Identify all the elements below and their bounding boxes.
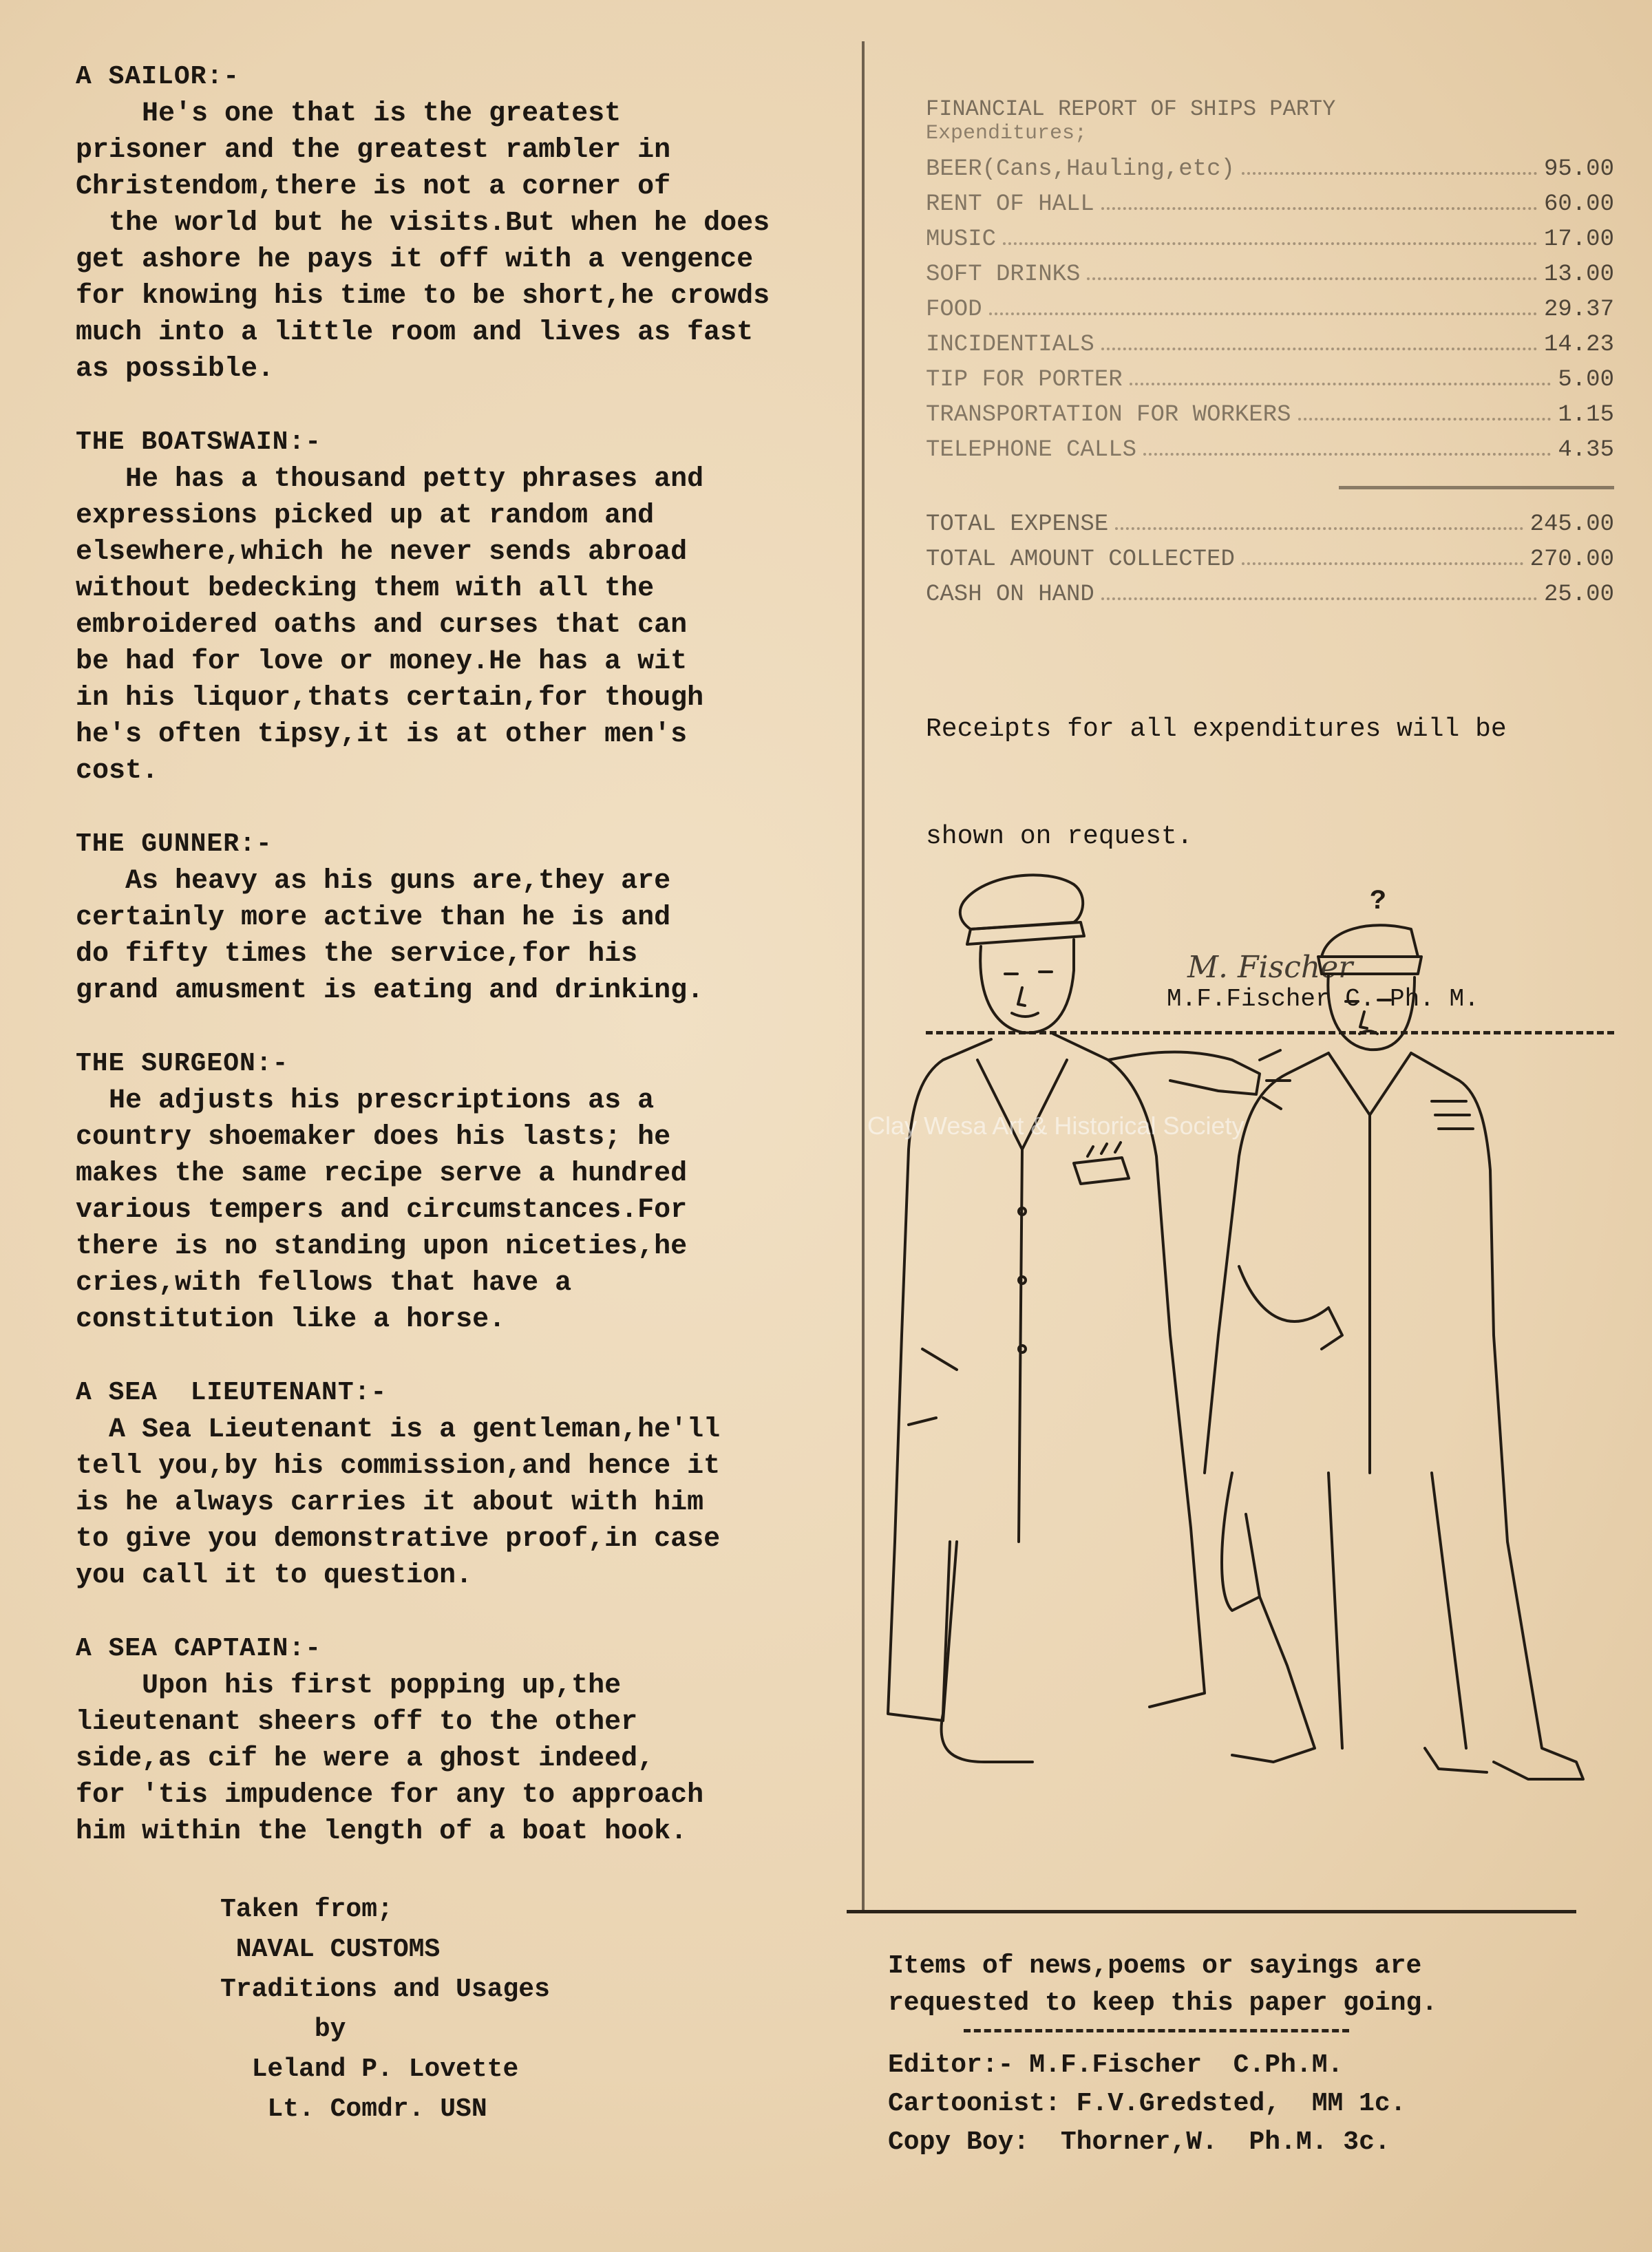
leader-dots: [1087, 277, 1537, 280]
credit-line: Editor:- M.F.Fischer C.Ph.M.: [888, 2050, 1344, 2080]
section-line: much into a little room and lives as fast: [76, 317, 754, 348]
section-line: prisoner and the greatest rambler in: [76, 135, 671, 166]
leader-dots: [1101, 597, 1537, 600]
expense-amount: 29.37: [1543, 297, 1614, 323]
expense-row: [926, 293, 1614, 328]
section-line: side,as cif he were a ghost indeed,: [76, 1743, 655, 1774]
leader-dots: [1130, 383, 1552, 385]
expense-row: [926, 152, 1614, 187]
expense-amount: 4.35: [1558, 437, 1614, 463]
sum-rule: [1339, 486, 1614, 489]
section-line: for 'tis impudence for any to approach: [76, 1780, 704, 1811]
leader-dots: [1242, 172, 1537, 175]
section-line: there is no standing upon niceties,he: [76, 1231, 688, 1262]
section-line: lieutenant sheers off to the other: [76, 1707, 638, 1738]
section-line: grand amusment is eating and drinking.: [76, 975, 704, 1006]
expense-label: TELEPHONE CALLS: [926, 437, 1137, 463]
section-line: makes the same recipe serve a hundred: [76, 1158, 688, 1189]
expense-amount: 60.00: [1543, 191, 1614, 217]
section-heading: THE BOATSWAIN:-: [76, 427, 322, 457]
report-title: FINANCIAL REPORT OF SHIPS PARTY: [926, 96, 1336, 122]
section-line: He has a thousand petty phrases and: [76, 464, 704, 495]
note-line: shown on request.: [926, 822, 1193, 851]
expense-amount: 14.23: [1543, 332, 1614, 358]
expense-label: BEER(Cans,Hauling,etc): [926, 156, 1235, 182]
section-line: tell you,by his commission,and hence it: [76, 1451, 721, 1482]
section-line: He's one that is the greatest: [76, 98, 622, 129]
section-line: elsewhere,which he never sends abroad: [76, 537, 688, 568]
expense-row: [926, 363, 1614, 398]
sailor-figure: [1205, 925, 1583, 1779]
section-sea-lieutenant: [76, 1378, 874, 1594]
source-line: by: [220, 2015, 346, 2044]
expense-amount: 1.15: [1558, 402, 1614, 428]
expense-label: TRANSPORTATION FOR WORKERS: [926, 402, 1291, 428]
footer-dashes: [964, 2029, 1349, 2032]
leader-dots: [1242, 562, 1523, 565]
request-line: requested to keep this paper going.: [888, 1988, 1438, 2018]
total-amount: 270.00: [1529, 546, 1614, 573]
section-line: cries,with fellows that have a: [76, 1268, 572, 1299]
total-row: [926, 542, 1614, 577]
officer-figure: [888, 875, 1290, 1762]
section-heading: A SEA LIEUTENANT:-: [76, 1378, 388, 1408]
section-line: constitution like a horse.: [76, 1304, 506, 1335]
expense-amount: 17.00: [1543, 226, 1614, 253]
section-boatswain: [76, 427, 874, 789]
section-line: for knowing his time to be short,he crowds: [76, 281, 770, 312]
expense-row: [926, 328, 1614, 363]
section-sailor: [76, 62, 874, 387]
total-label: TOTAL AMOUNT COLLECTED: [926, 546, 1235, 573]
expense-row: [926, 257, 1614, 293]
section-line: to give you demonstrative proof,in case: [76, 1524, 721, 1555]
expense-row: [926, 433, 1614, 468]
credit-line: Copy Boy: Thorner,W. Ph.M. 3c.: [888, 2127, 1390, 2157]
handwritten-signature: M. Fischer: [1187, 950, 1353, 985]
leader-dots: [1101, 207, 1537, 210]
section-line: get ashore he pays it off with a vengence: [76, 244, 754, 275]
leader-dots: [1115, 527, 1523, 530]
request-line: Items of news,poems or sayings are: [888, 1951, 1422, 1981]
source-line: NAVAL CUSTOMS: [220, 1935, 441, 1964]
leader-dots: [1143, 453, 1551, 456]
credit-line: Cartoonist: F.V.Gredsted, MM 1c.: [888, 2089, 1406, 2118]
expense-amount: 95.00: [1543, 156, 1614, 182]
question-mark: ?: [1370, 886, 1387, 917]
source-line: Taken from;: [220, 1895, 393, 1924]
leader-dots: [1003, 242, 1537, 245]
section-line: he's often tipsy,it is at other men's: [76, 719, 688, 750]
section-line: cost.: [76, 756, 159, 787]
section-sea-captain: [76, 1634, 874, 1850]
note-line: Receipts for all expenditures will be: [926, 714, 1507, 744]
leader-dots: [1101, 348, 1537, 350]
section-line: As heavy as his guns are,they are: [76, 866, 671, 897]
section-gunner: [76, 829, 874, 1009]
section-heading: THE SURGEON:-: [76, 1049, 289, 1079]
section-line: is he always carries it about with him: [76, 1487, 704, 1518]
left-column: [76, 62, 874, 2129]
section-surgeon: [76, 1049, 874, 1338]
section-line: Upon his first popping up,the: [76, 1670, 622, 1701]
source-line: Lt. Comdr. USN: [220, 2094, 487, 2124]
section-line: as possible.: [76, 354, 275, 385]
expense-row: [926, 187, 1614, 222]
source-citation: [220, 1890, 874, 2129]
watermark: Clay Wesa Art & Historical Society: [867, 1112, 1245, 1140]
report-subtitle: Expenditures;: [926, 122, 1088, 145]
expense-label: INCIDENTIALS: [926, 332, 1094, 358]
source-line: Traditions and Usages: [220, 1975, 550, 2004]
total-row: [926, 507, 1614, 542]
expense-amount: 13.00: [1543, 262, 1614, 288]
section-heading: A SAILOR:-: [76, 62, 240, 92]
total-label: TOTAL EXPENSE: [926, 511, 1109, 538]
leader-dots: [989, 312, 1537, 315]
section-heading: A SEA CAPTAIN:-: [76, 1634, 322, 1664]
expense-amount: 5.00: [1558, 367, 1614, 393]
section-line: certainly more active than he is and: [76, 902, 671, 933]
section-line: be had for love or money.He has a wit: [76, 646, 688, 677]
cartoon-drawing: [847, 853, 1604, 1920]
expense-label: MUSIC: [926, 226, 997, 253]
section-heading: THE GUNNER:-: [76, 829, 273, 859]
section-line: without bedecking them with all the: [76, 573, 655, 604]
expense-row: [926, 222, 1614, 257]
report-totals: [926, 507, 1614, 613]
section-line: him within the length of a boat hook.: [76, 1816, 688, 1847]
section-line: you call it to question.: [76, 1560, 473, 1591]
expense-row: [926, 398, 1614, 433]
footer: [888, 1948, 1576, 2162]
expense-label: TIP FOR PORTER: [926, 367, 1123, 393]
signature-name: M.F.Fischer C. Ph. M.: [1167, 985, 1479, 1013]
expense-label: SOFT DRINKS: [926, 262, 1081, 288]
section-line: embroidered oaths and curses that can: [76, 610, 688, 641]
section-line: country shoemaker does his lasts; he: [76, 1122, 671, 1153]
section-line: He adjusts his prescriptions as a: [76, 1085, 655, 1116]
source-line: Leland P. Lovette: [220, 2054, 519, 2084]
total-amount: 25.00: [1543, 582, 1614, 608]
section-line: expressions picked up at random and: [76, 500, 655, 531]
section-line: do fifty times the service,for his: [76, 939, 638, 970]
bottom-rule: [847, 1910, 1576, 1913]
total-row: [926, 577, 1614, 613]
section-line: in his liquor,thats certain,for though: [76, 683, 704, 714]
section-line: A Sea Lieutenant is a gentleman,he'll: [76, 1414, 721, 1445]
section-line: the world but he visits.But when he does: [76, 208, 770, 239]
section-line: Christendom,there is not a corner of: [76, 171, 671, 202]
total-label: CASH ON HAND: [926, 582, 1094, 608]
total-amount: 245.00: [1529, 511, 1614, 538]
section-line: various tempers and circumstances.For: [76, 1195, 688, 1226]
expense-label: FOOD: [926, 297, 982, 323]
leader-dots: [1298, 418, 1552, 421]
expense-label: RENT OF HALL: [926, 191, 1094, 217]
